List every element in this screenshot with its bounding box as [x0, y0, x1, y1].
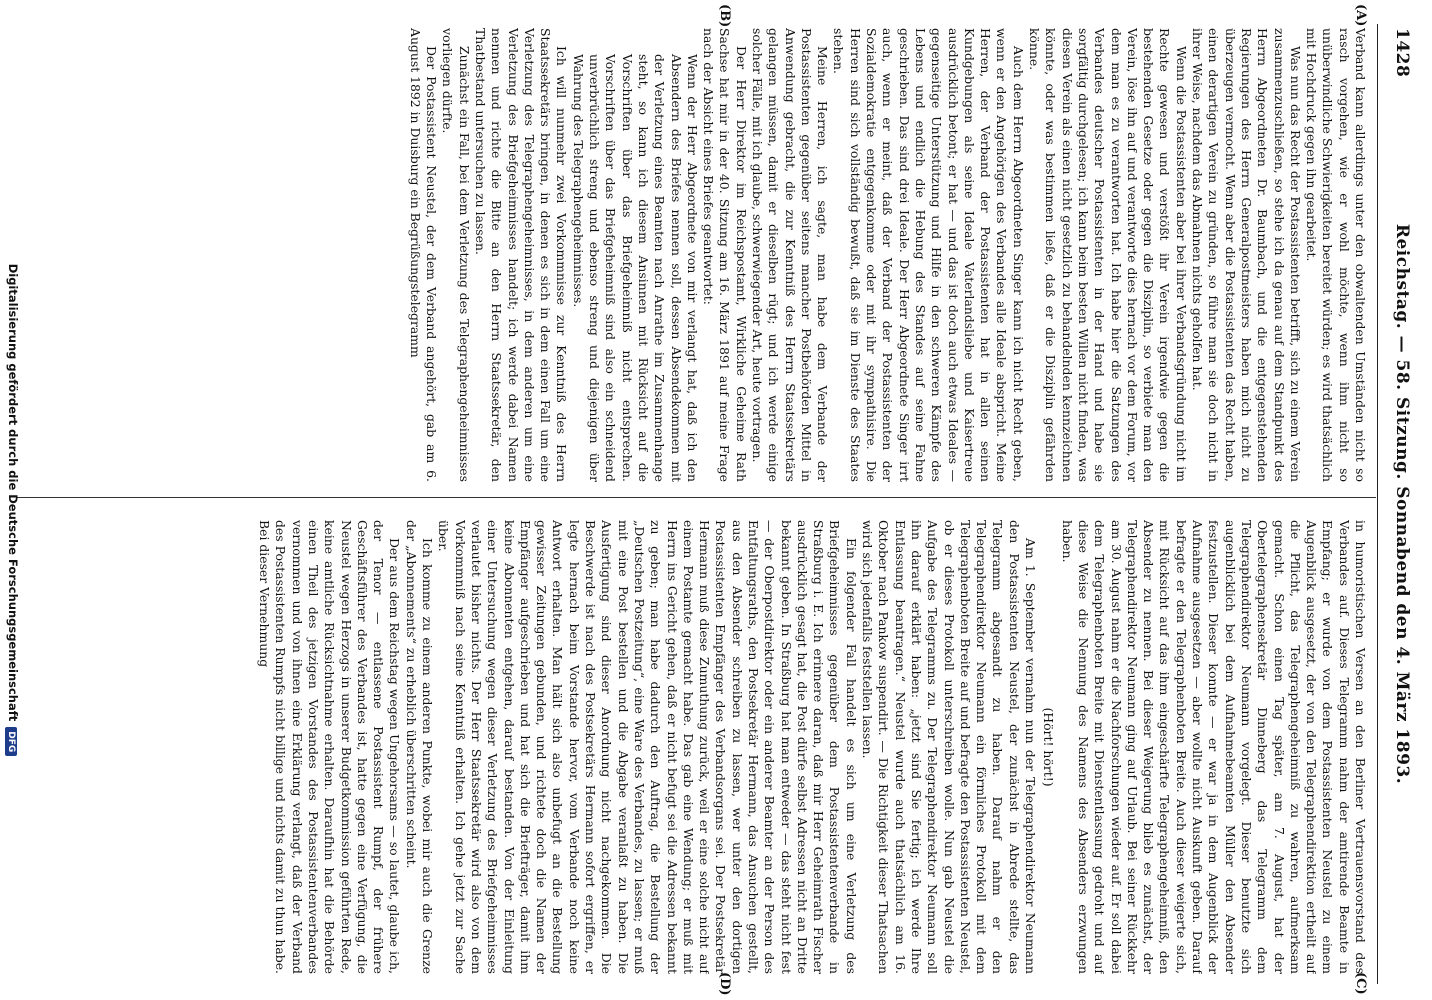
paragraph: Was nun das Recht der Postassistenten betrifft, sich zu einem Verein zusammenzuschließen, so stehe ich da genau auf dem Standpunkt des Herrn Abgeordneten Dr. Baumbach, und die entgegenstehenden Regierungen des Herrn Generalpostmeisters haben mich nicht zu überzeugen vermocht. Wenn aber die Postassistenten das Recht haben, einen derartigen Verein zu gründen, so führe man sie doch nicht in ihrer Weise, nachdem das Abmahnen nichts geholfen hat.: [1190, 28, 1303, 482]
paragraph: Ein folgender Fall handelt es sich um eine Verletzung des Briefgeheimnisses gegenüber dem Postassistentenverbande in Straßburg i. E. Ich erinnere daran, daß mir Herr Geheimrath Fischer ausdrücklich gesagt hat, die Post dürfe selbst Adressen nicht an Dritte bekannt geben. In Straßburg hat man entweder — das steht nicht fest — der Oberpostdirektor oder ein anderer Beamter an der Person des Entfaltungsraths, den Postsekretär Hermann, das Ansuchen gestellt, aus den Absender schreiben zu lassen, wer unter den dortigen Postassistenten Empfänger des Verbandsorgans sei. Der Postsekretär Hermann muß diese Zumuthung zurück, weil er eine solche nicht auf einem Postamte gemacht habe. Das gab eine Wendung; er muß mit Herrn ins Gericht gehen, daß er nicht befugt sei die Adressen bekannt zu geben; man habe dadurch den Auftrag, die Bestellung der „Deutschen Postzeitung“, eine Ware des Verbandes, zu lassen; er muß mit eine Post bestellen und die Abgabe veranlaßt zu haben. Die Ausfertigung sind dieser Anordnung nicht nachgekommen. Die Beschwerde ist nach des Postsekretärs Hermann sofort ergriffen, er legte hernach beim Vorstande hervor, vom Verbande noch keine Antwort erhalten. Man hält sich also unbefugt an die Bestellung gewisser Zeitungen gebunden, und richtete doch die Namen der Empfänger aufgeschrieben und hat sich die Briefträger, damit ihm keine Abonnenten entgehen, darauf bestanden. Von der Einleitung einer Untersuchung wegen dieser Verletzung des Briefgeheimnisses verlautet bisher nichts. Der Herr Staatssekretär wird also von dem Vorkommniß nach seine Kenntniß erhalten. Ich gehe jetzt zur Sache über.: [436, 520, 859, 974]
paragraph: in humoristischen Versen an den Berliner Vertrauensvorstand des Verbandes auf. Dieses Telegramm nahm der amtirende Beamte in Empfang; er wurde von dem Postassistenten Neustel zu einem Augenblick ausgesetzt, der von den Telegraphendirektion ertheilt auf die Pflicht, das Telegraphengeheimniß zu wahren, aufmerksam gemacht. Schon einen Tag später, am 7. August, hat der Obertelegraphensekretär Dinneberg das Telegramm dem Telegraphendirektor Neumann vorgelegt. Dieser benutzte sich augenblicklich bei dem Aufnahmebeamten Müller den Absender festzustellen. Dieser konnte — er war ja in dem Augenblick der Aufnahme ausgesetzen — aber wollte nicht Auskunft geben. Darauf befragte er den Telegraphenboten Breite. Auch dieser weigerte sich, mit Rücksicht auf das ihm eingeschärfte Telegraphengeheimniß, den Absender zu nennen. Bei dieser Weigerung blieb es zunächst, der Telegraphendirektor Neumann ging auf Urlaub. Bei seiner Rückkehr am 30. August nahm er die Nachforschungen wieder auf. Er soll dabei dem Telegraphenboten Breite mit Dienstentlassung gedroht und auf diese Weise die Nennung des Namens des Absenders erzwungen haben.: [1059, 520, 1368, 974]
paragraph: Zunächst ein Fall, bei dem Verletzung des Telegraphengeheimnisses vorliegen dürfte.: [440, 28, 472, 482]
page-number: 1428: [1392, 28, 1412, 78]
paragraph: Wenn die Postassistenten aber bei ihrer Verbandsgründung nicht im Rechte gewesen und verstößt ihr Verein irgendwie gegen die bestehenden Gesetze oder gegen die Disziplin, so verbiete man den Verein, löse ihn auf und verantworte dies hernach vor dem Forum, vor dem man es zu verantworten hat. Ich habe hier die Satzungen des Verbandes deutscher Postassistenten in der Hand und habe sie sorgfältig durchgelesen; ich kann beim besten Willen nicht finden, was diesen Verein als einen nicht gesetzlich zu behandelnden kennzeichnen könnte, oder was bestimmen ließe, daß er die Disziplin gefährden könne.: [1027, 28, 1189, 482]
credit-text: Digitalisierung gefördert durch die Deutsche Forschungsgemeinschaft: [6, 263, 20, 722]
margin-marker-b: (B): [717, 4, 732, 28]
paragraph: Der aus dem Reichstag wegen Ungehorsams — so lautet, glaube ich, der Tenor — entlassene Postassistent Rumpf, der frühere Geschäftsführer des Verbandes ist, hatte gegen eine Verfügung, die Neustel wegen Herzogs in unserer Budgetkommission geführten Rede, keine amtliche Rücksichtnahme erhalten. Daraufhin hat die Behörde einen Theil des jetzigen Vorstandes des Postassistentenverbandes vernommen und von ihnen eine Erklärung verlangt, daß der Verband des Postassistenten Rumpfs nicht billige und nichts damit zu thun habe. Bei dieser Vernehmung: [257, 520, 403, 974]
running-title: Reichstag. — 58. Sitzung. Sonnabend den 4. März 1893.: [1392, 223, 1412, 785]
right-column: [8, 520, 1368, 974]
paragraph: Ich will nunmehr zwei Vorkommnisse zur Kenntniß des Herrn Staatssekretärs bringen, in denen es sich in dem einen Fall um eine Verletzung des Telegraphengeheimnisses, in dem anderen um eine Verletzung des Briefgeheimnisses handelt; ich werde dabei Namen nennen und richte die Bitte an den Herrn Staatssekretär, den Thatbestand untersuchen zu lassen.: [472, 28, 570, 482]
paragraph: Ich komme zu einem anderen Punkte, wobei mir auch die Grenze der „Abonnements“ zu erheblich überschritten scheint.: [403, 520, 436, 974]
header-rule: [1377, 24, 1378, 984]
paragraph: Der Herr Direktor im Reichspostamt, Wirkliche Geheime Rath Sachse hat mir in der 40. Sitzung am 16. März 1891 auf meine Frage nach der Absicht eines Briefes geantwortet:: [701, 28, 749, 482]
digitization-credit: [5, 40, 20, 980]
paragraph: Der Postassistent Neustel, der dem Verband angehört, gab am 6. August 1892 in Duisburg ein Begrüßungstelegramm: [407, 28, 440, 482]
interjection: (Hört! hört!): [1041, 707, 1057, 787]
column-divider: [16, 497, 1376, 498]
left-column: [8, 28, 1368, 482]
paragraph: Auch dem Herrn Abgeordneten Singer kann ich nicht Recht geben, wenn er den Angehörigen des Verbandes alle Ideale abspricht. Meine Herren, der Verband der Postassistenten hat in allen seinen Kundgebungen als seine Ideale Vaterlandsliebe und Kaisertreue ausdrücklich betont; er hat — und das ist doch auch etwas Ideales — gegenseitige Unterstützung und Hilfe in den schweren Kämpfe des Lebens und endlich die Hebung des Standes auf seine Fahne geschrieben. Das sind drei Ideale. Der Herr Abgeordnete Singer irrt auch, wenn er meint, daß der Verband der Postassistenten der Sozialdemokratie entgegenkomme oder mit ihr sympathisire. Die Herren sind sich vollständig bewußt, daß sie im Dienste des Staates stehen.: [831, 28, 1026, 482]
dfg-logo: DFG: [5, 727, 17, 756]
paragraph: Am 1. September vernahm nun der Telegraphendirektor Neumann den Postassistenten Neustel, der zunächst in Abrede stellte, das Telegramm abgesandt zu haben. Darauf nahm er den Telegraphendirektor Neumann ein förmliches Protokoll mit dem Telegraphenboten Breite auf und befragte den Postassistenten Neustel, ob er dieses Protokoll unterschreiben wolle. Nun gab Neustel die Aufgabe des Telegramms zu. Der Telegraphendirektor Neumann soll ihn darauf erklärt haben: „jetzt sind Sie fertig; ich werde Ihre Entlassung beantragen.“ Neustel wurde auch thatsächlich am 16. Oktober nach Pankow suspendirt. — Die Richtigkeit dieser Thatsachen wird sich jedenfalls feststellen lassen.: [860, 520, 1039, 974]
paragraph: Verband kann allerdings unter den obwaltenden Umständen nicht so rasch vorgehen, wie er wohl möchte, wenn ihm nicht so unüberwindliche Schwierigkeiten bereitet würden; es wird thatsächlich mit Hochdruck gegen ihn gearbeitet.: [1304, 28, 1368, 482]
paragraph: Meine Herren, ich sagte, man habe dem Verbande der Postassistenten gegenüber seitens mancher Postbehörden Mittel in Anwendung gebracht, die zur Kenntniß des Herrn Staatssekretärs gelangen müssen, damit er dieselben rügt; und ich werde einige solcher Fälle, mit ich glaube, schwerwiegender Art, heute vortragen.: [750, 28, 831, 482]
page-header: [1378, 28, 1412, 980]
margin-marker-a: (A): [1353, 4, 1368, 27]
quoted-paragraph: Wenn der Herr Abgeordnete von mir verlangt hat, daß ich den Absendern des Briefes nennen soll, dessen Absendekommen mit der Verletzung eines Beamten nach Anrathe im Zusammenhange steht, so kann ich diesem Ansinnen mit Rücksicht auf die Vorschriften über das Briefgeheimniß nicht entsprechen. Vorschriften über das Briefgeheimniß sind also ein schneidend unverbrüchlich streng und ebenso streng und diejenigen über Wahrung des Telegraphengeheimnisses.: [570, 54, 700, 482]
margin-marker-d: (D): [717, 972, 732, 996]
margin-marker-c: (C): [1353, 972, 1368, 995]
